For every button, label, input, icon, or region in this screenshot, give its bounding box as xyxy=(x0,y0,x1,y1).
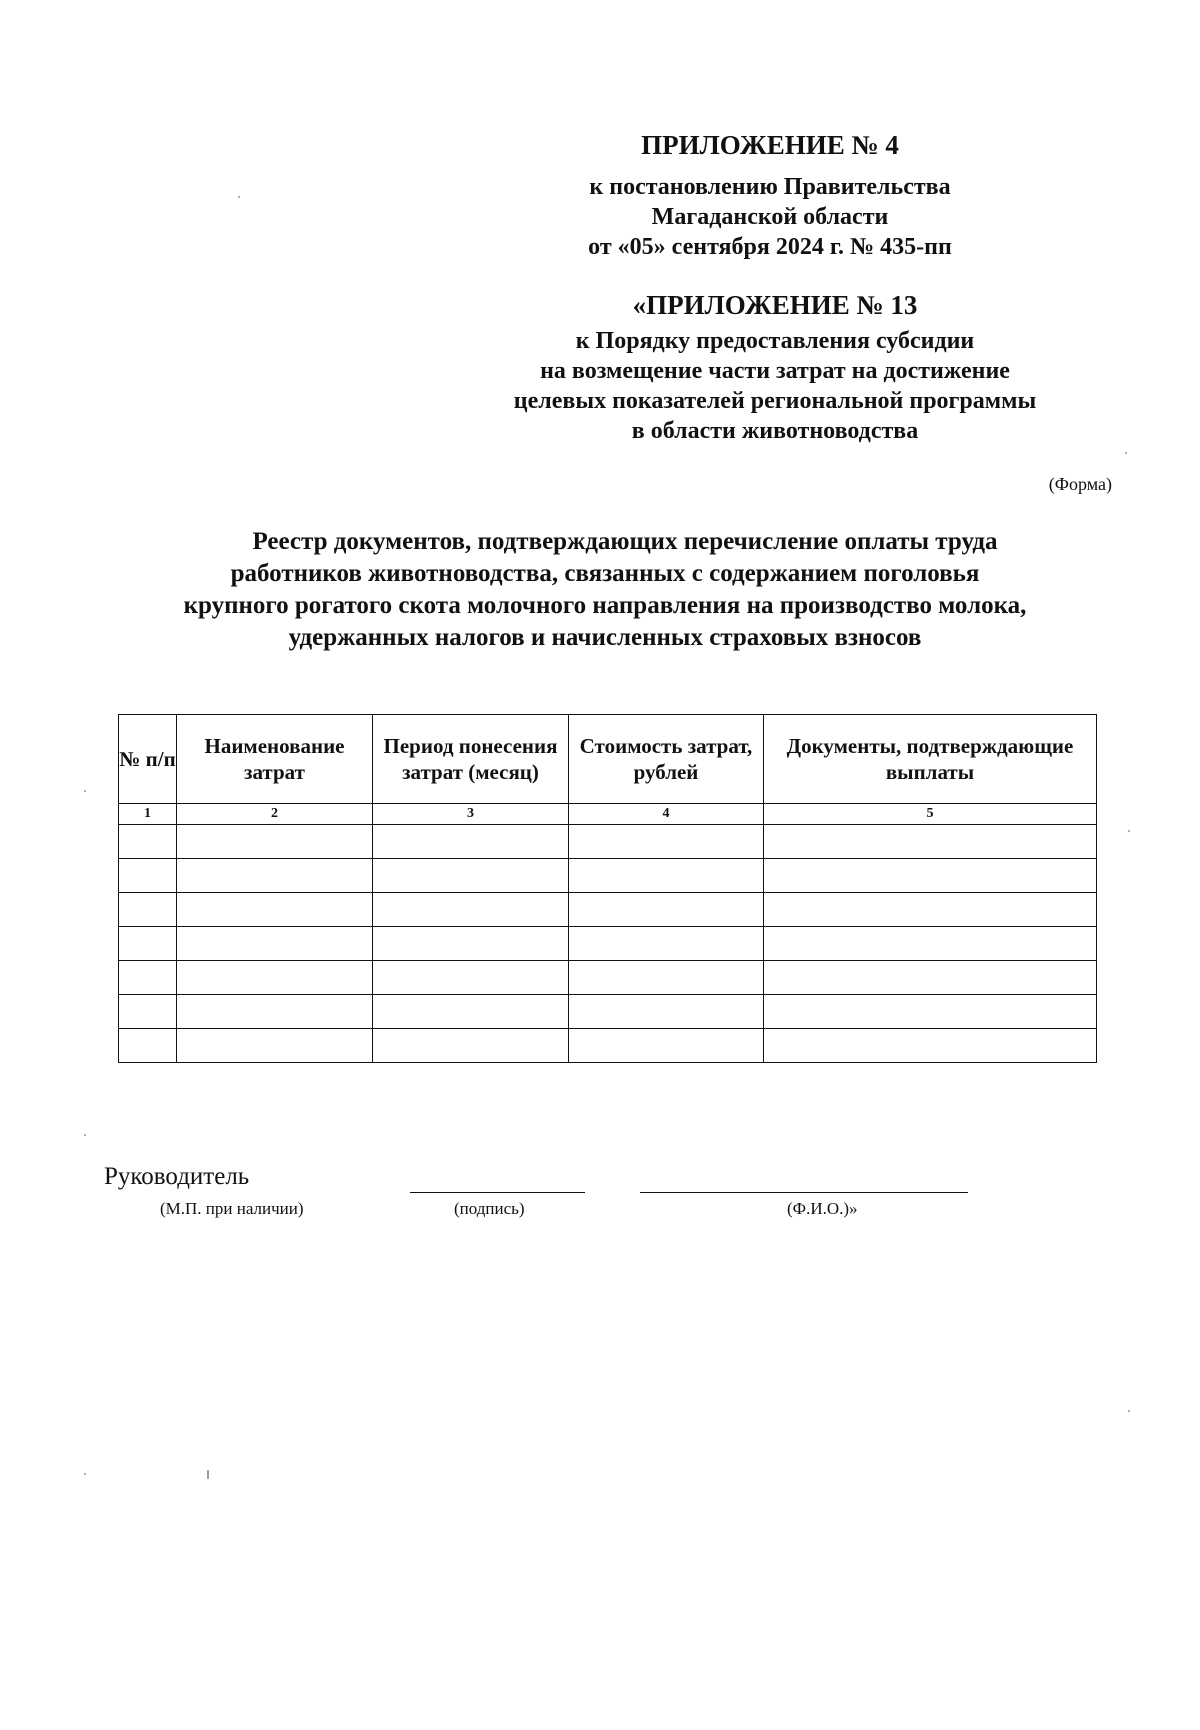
register-title-line: удержанных налогов и начисленных страховых взносов xyxy=(288,624,922,651)
annex-header xyxy=(520,128,1020,262)
table-cell xyxy=(569,1029,764,1063)
table-cell xyxy=(569,927,764,961)
column-number-row xyxy=(119,804,1097,825)
table-cell xyxy=(569,825,764,859)
order-annex-header xyxy=(455,288,1095,446)
table-cell xyxy=(569,995,764,1029)
table-cell xyxy=(373,1029,569,1063)
header-number: № п/п xyxy=(119,715,177,804)
table-cell xyxy=(177,825,373,859)
header-documents: Документы, подтверждающие выплаты xyxy=(764,715,1097,804)
table-cell xyxy=(119,1029,177,1063)
name-caption: (Ф.И.О.)» xyxy=(787,1199,858,1218)
form-note: (Форма) xyxy=(1048,474,1112,494)
scan-speck xyxy=(1128,1410,1130,1412)
table-cell xyxy=(177,961,373,995)
scan-speck xyxy=(1128,830,1130,832)
header-cost-name: Наименование затрат xyxy=(177,715,373,804)
register-title-line: крупного рогатого скота молочного направления на производство молока, xyxy=(183,592,1027,619)
table-header-row xyxy=(119,715,1097,804)
table-row xyxy=(119,995,1097,1029)
annex-line: от «05» сентября 2024 г. № 435-пп xyxy=(588,234,952,260)
table-cell xyxy=(119,995,177,1029)
header-period: Период понесения затрат (месяц) xyxy=(373,715,569,804)
table-cell xyxy=(764,1029,1097,1063)
table-cell xyxy=(119,859,177,893)
annex-title: ПРИЛОЖЕНИЕ № 4 xyxy=(641,130,899,160)
stamp-caption: (М.П. при наличии) xyxy=(160,1199,304,1218)
column-number: 5 xyxy=(764,804,1097,825)
table-cell xyxy=(177,1029,373,1063)
annex-line: Магаданской области xyxy=(651,204,889,230)
table-cell xyxy=(569,859,764,893)
column-number: 2 xyxy=(177,804,373,825)
table-cell xyxy=(764,893,1097,927)
table-row xyxy=(119,859,1097,893)
table-cell xyxy=(569,961,764,995)
table-cell xyxy=(119,927,177,961)
table-cell xyxy=(177,859,373,893)
table-row xyxy=(119,825,1097,859)
table-row xyxy=(119,961,1097,995)
scan-speck xyxy=(238,196,240,198)
order-annex-line: на возмещение части затрат на достижение xyxy=(540,358,1010,384)
table-cell xyxy=(177,927,373,961)
header-cost-amount: Стоимость затрат, рублей xyxy=(569,715,764,804)
register-table xyxy=(118,714,1097,1063)
scan-speck xyxy=(84,790,86,792)
name-line xyxy=(640,1192,968,1193)
table-cell xyxy=(119,893,177,927)
table-cell xyxy=(569,893,764,927)
scan-speck xyxy=(1125,452,1127,454)
table-cell xyxy=(373,995,569,1029)
register-title xyxy=(95,526,1115,654)
scan-speck xyxy=(84,1134,86,1136)
table-cell xyxy=(373,961,569,995)
table-cell xyxy=(373,893,569,927)
signature-label: Руководитель xyxy=(104,1163,250,1190)
table-cell xyxy=(764,995,1097,1029)
column-number: 4 xyxy=(569,804,764,825)
signature-line xyxy=(410,1192,585,1193)
table-cell xyxy=(177,893,373,927)
table-cell xyxy=(764,927,1097,961)
column-number: 3 xyxy=(373,804,569,825)
table-cell xyxy=(177,995,373,1029)
annex-line: к постановлению Правительства xyxy=(589,174,951,200)
table-cell xyxy=(764,961,1097,995)
table-cell xyxy=(764,825,1097,859)
register-title-line: работников животноводства, связанных с содержанием поголовья xyxy=(230,560,980,587)
scan-speck xyxy=(84,1473,86,1475)
order-annex-line: в области животноводства xyxy=(631,418,919,444)
table-row xyxy=(119,1029,1097,1063)
register-title-line: Реестр документов, подтверждающих перечисление оплаты труда xyxy=(252,528,998,555)
table-row xyxy=(119,893,1097,927)
column-number: 1 xyxy=(119,804,177,825)
table-row xyxy=(119,927,1097,961)
table-cell xyxy=(764,859,1097,893)
scan-speck xyxy=(207,1470,209,1479)
table-cell xyxy=(373,825,569,859)
order-annex-title: «ПРИЛОЖЕНИЕ № 13 xyxy=(632,290,918,320)
signature-caption: (подпись) xyxy=(454,1199,525,1218)
table-cell xyxy=(119,825,177,859)
table-cell xyxy=(373,859,569,893)
order-annex-line: к Порядку предоставления субсидии xyxy=(575,328,975,354)
table-cell xyxy=(373,927,569,961)
order-annex-line: целевых показателей региональной программы xyxy=(513,388,1037,414)
table-cell xyxy=(119,961,177,995)
